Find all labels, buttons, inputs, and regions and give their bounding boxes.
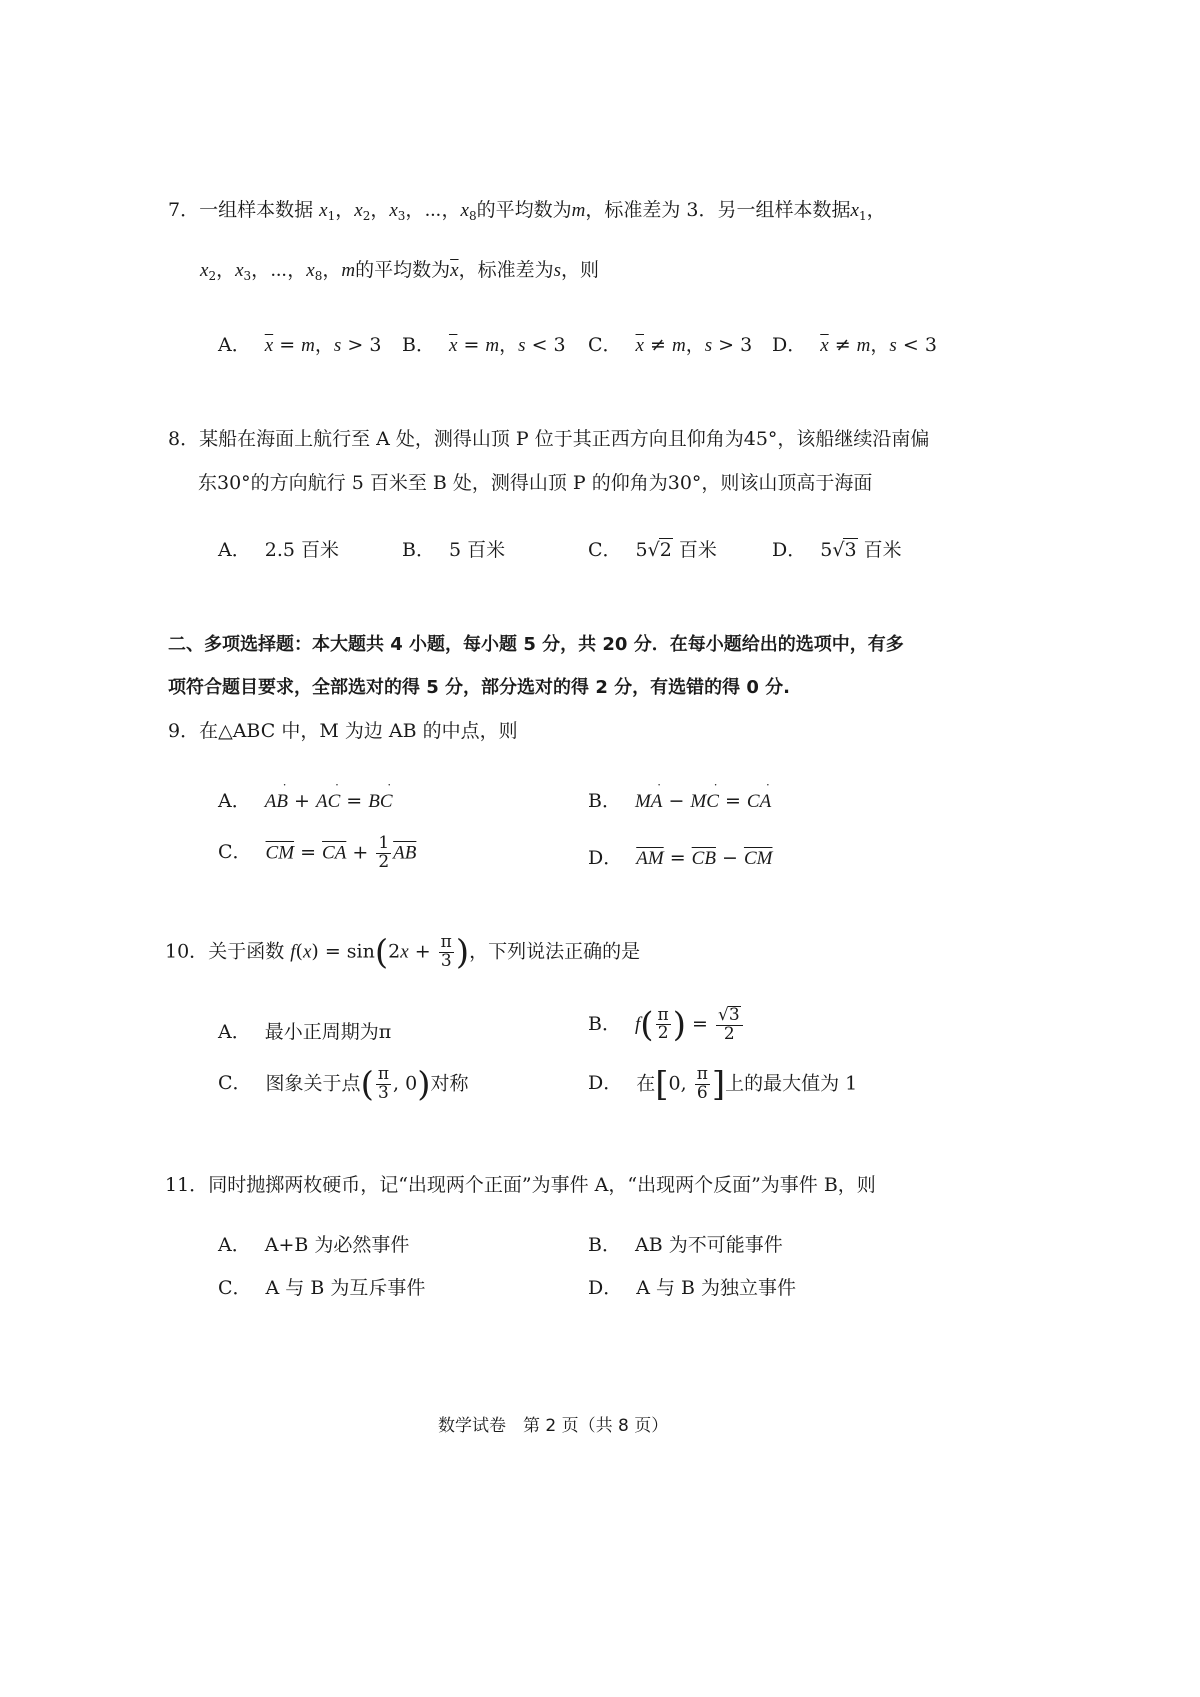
q11-option-c[interactable]: C． A 与 B 为互斥事件: [218, 1277, 426, 1299]
q8-option-c[interactable]: C． 5√2 百米: [588, 539, 717, 561]
q11-option-a[interactable]: A． A+B 为必然事件: [218, 1234, 410, 1256]
q7-option-b[interactable]: B． $\overline{x} = m$，s < 3: [402, 334, 566, 356]
q8-line2: [198, 468, 872, 495]
q7-text-e: ，标准差为: [458, 259, 554, 281]
q11-number: 11．: [165, 1174, 209, 1196]
q8-option-d[interactable]: D． 5√3 百米: [772, 539, 902, 561]
q7-text-d: 的平均数为: [355, 259, 451, 281]
q8-option-a[interactable]: A． 2.5 百米: [218, 539, 339, 561]
q10-option-c[interactable]: C． 图象关于点( $\frac{\pi}{3}$ , 0)对称: [218, 1064, 469, 1105]
q11-text: 同时抛掷两枚硬币，记“出现两个正面”为事件 A，“出现两个反面”为事件 B，则: [208, 1174, 876, 1196]
q7-option-a[interactable]: A． $\overline{x} = m$，s > 3: [218, 334, 382, 356]
q8-number: 8．: [168, 428, 200, 450]
q9-stem: [168, 716, 518, 743]
section2-heading-line2: 项符合题目要求，全部选对的得 5 分，部分选对的得 2 分，有选错的得 0 分.: [168, 677, 791, 698]
q8-text-1: 某船在海面上航行至 A 处，测得山顶 P 位于其正西方向且仰角为45°，该船继续沿南偏: [199, 428, 930, 450]
q9-option-d[interactable]: D． $\overline{AM} = \overline{CB} - \overline{CM}$: [588, 847, 773, 869]
q7-option-c[interactable]: C． $\overline{x} \ne m$，s > 3: [588, 334, 753, 356]
q11-option-d[interactable]: D． A 与 B 为独立事件: [588, 1277, 797, 1299]
q8-text-2: 东30°的方向航行 5 百米至 B 处，测得山顶 P 的仰角为30°，则该山顶高于海面: [198, 472, 873, 494]
q9-text: 在△ABC 中，M 为边 AB 的中点，则: [199, 720, 518, 742]
q9-option-c[interactable]: C． $\overline{CM} = \overline{CA}$ + $\frac{1}{2}$ $\overline{AB}$: [218, 833, 417, 872]
q10-number: 10．: [165, 940, 209, 963]
q9-option-a[interactable]: A． AB ˙ + AC ˙ = BC ˙: [218, 786, 393, 813]
q7-text-b: 的平均数为: [476, 199, 572, 221]
q8-option-b[interactable]: B． 5 百米: [402, 539, 506, 561]
q7-line1: 7．一组样本数据 $x_1$，$x_2$，$x_3$，⋯，$x_8$的平均数为m，标准差为 3．另一组样本数据$x_1$，: [168, 199, 886, 223]
q10-stem: 10．关于函数 f(x) = sin(2x + $\frac{\pi}{3}$ )，下列说法正确的是: [165, 932, 641, 973]
q11-stem: [165, 1170, 876, 1197]
q10-option-b[interactable]: B． f( $\frac{\pi}{2}$ ) = $\frac{√3}{2}$: [588, 1006, 745, 1044]
q9-number: 9．: [168, 720, 200, 742]
q7-text-f: ，则: [560, 259, 599, 281]
q10-text-b: ，下列说法正确的是: [469, 940, 641, 963]
q9-option-b[interactable]: B． MA ˙ − MC ˙ = CA ˙: [588, 786, 771, 813]
section2-heading-line1: 二、多项选择题：本大题共 4 小题，每小题 5 分，共 20 分．在每小题给出的选项中，有多: [168, 634, 904, 655]
q7-text-a: 一组样本数据: [199, 199, 314, 221]
q7-number: 7．: [168, 199, 200, 221]
q7-line2: $x_2$，$x_3$，⋯，$x_8$，m的平均数为$\overline{x}$，标准差为s，则: [200, 259, 599, 283]
q7-option-d[interactable]: D． $\overline{x} \ne m$，s < 3: [772, 334, 937, 356]
q11-option-b[interactable]: B． AB 为不可能事件: [588, 1234, 783, 1256]
q10-option-a[interactable]: A． 最小正周期为π: [218, 1021, 392, 1043]
q10-option-d[interactable]: D． 在[0, $\frac{\pi}{6}$ ]上的最大值为 1: [588, 1064, 858, 1105]
q10-text-a: 关于函数: [208, 940, 285, 963]
page-footer: 数学试卷 第 2 页（共 8 页）: [438, 1416, 669, 1436]
q8-line1: [168, 424, 929, 451]
q7-text-c: ，标准差为 3．另一组样本数据: [585, 199, 851, 221]
